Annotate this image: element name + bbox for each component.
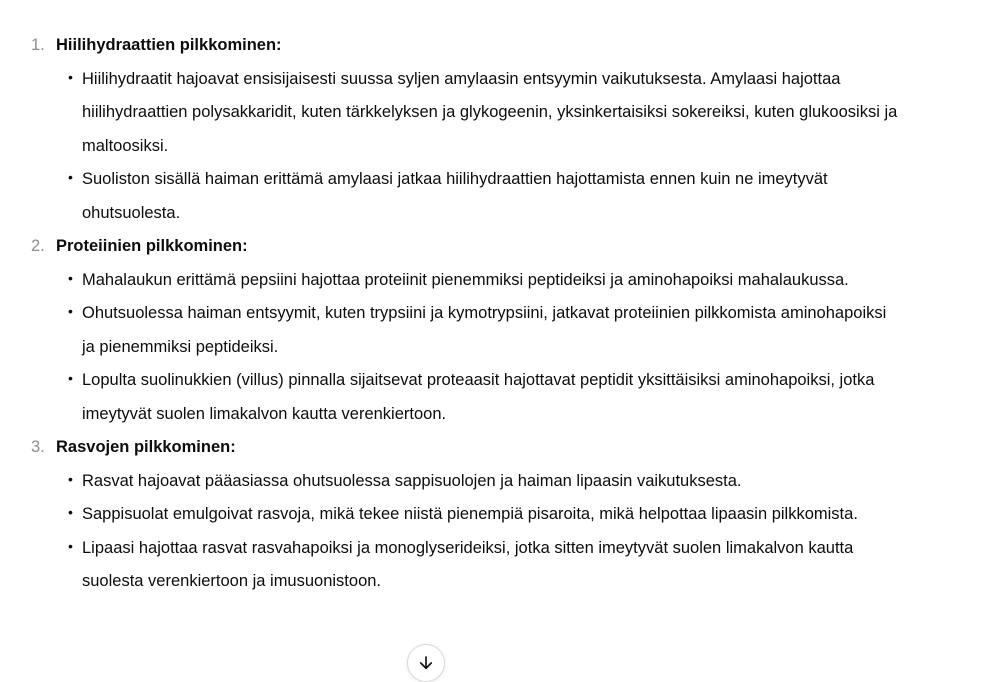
list-section-1 bbox=[0, 29, 988, 230]
list-item bbox=[68, 498, 898, 532]
bullet-text: Sappisuolat emulgoivat rasvoja, mikä tekee niistä pienempiä pisaroita, mikä helpottaa lipaasin pilkkomista. bbox=[82, 505, 858, 523]
bottom-fade bbox=[0, 655, 988, 678]
list-section-2 bbox=[0, 230, 988, 431]
list-item bbox=[68, 264, 898, 298]
bullet-dot: • bbox=[68, 68, 73, 85]
message-content bbox=[0, 29, 988, 599]
bullet-dot: • bbox=[68, 504, 73, 520]
list-number: 3. bbox=[31, 438, 45, 456]
bullet-dot: • bbox=[68, 537, 73, 554]
list-item bbox=[68, 532, 898, 599]
list-number: 2. bbox=[31, 237, 45, 255]
bullet-dot: • bbox=[68, 370, 73, 386]
list-item bbox=[68, 297, 898, 364]
bullet-text: Rasvat hajoavat pääasiassa ohutsuolessa sappisuolojen ja haiman lipaasin vaikutuksesta. bbox=[82, 471, 742, 490]
section-heading: Hiilihydraattien pilkkominen: bbox=[56, 36, 282, 54]
section-heading: Proteiinien pilkkominen: bbox=[56, 237, 248, 255]
bullet-list bbox=[0, 465, 988, 599]
bullet-text: Lopulta suolinukkien (villus) pinnalla sijaitsevat proteaasit hajottavat peptidit yksittäisiksi aminohapoiksi, jotka imeytyvät suolen limakalvon kautta verenkiertoon. bbox=[82, 371, 875, 423]
arrow-down-icon bbox=[417, 654, 435, 672]
list-item bbox=[68, 163, 898, 230]
bullet-text: Mahalaukun erittämä pepsiini hajottaa proteiinit pienemmiksi peptideiksi ja aminohapoiksi mahalaukussa. bbox=[82, 270, 849, 289]
bullet-dot: • bbox=[68, 269, 73, 286]
list-item bbox=[68, 364, 898, 431]
list-section-3 bbox=[0, 431, 988, 599]
bullet-list bbox=[0, 264, 988, 432]
scroll-to-bottom-button[interactable] bbox=[407, 644, 445, 682]
list-item bbox=[68, 465, 898, 499]
bullet-dot: • bbox=[68, 303, 73, 319]
list-item bbox=[68, 63, 898, 164]
bullet-list bbox=[0, 63, 988, 231]
bullet-text: Suoliston sisällä haiman erittämä amylaasi jatkaa hiilihydraattien hajottamista ennen kuin ne imeytyvät ohutsuolesta. bbox=[82, 170, 828, 222]
section-heading: Rasvojen pilkkominen: bbox=[56, 438, 236, 456]
bullet-text: Hiilihydraatit hajoavat ensisijaisesti suussa syljen amylaasin entsyymin vaikutuksesta. Amylaasi hajottaa hiilihydraattien polysakkaridit, kuten tärkkelyksen ja glykogeenin, yksinkertaisiksi sokereiksi, kuten glukoosiksi ja maltoosiksi. bbox=[82, 69, 898, 155]
bullet-text: Ohutsuolessa haiman entsyymit, kuten trypsiini ja kymotrypsiini, jatkavat proteiinien pilkkomista aminohapoiksi ja pienemmiksi peptideiksi. bbox=[82, 304, 887, 356]
bullet-dot: • bbox=[68, 169, 73, 185]
list-number: 1. bbox=[31, 36, 45, 54]
bullet-dot: • bbox=[68, 470, 73, 487]
bullet-text: Lipaasi hajottaa rasvat rasvahapoiksi ja monoglyserideiksi, jotka sitten imeytyvät suolen limakalvon kautta suolesta verenkiertoon ja imusuonistoon. bbox=[82, 538, 854, 590]
